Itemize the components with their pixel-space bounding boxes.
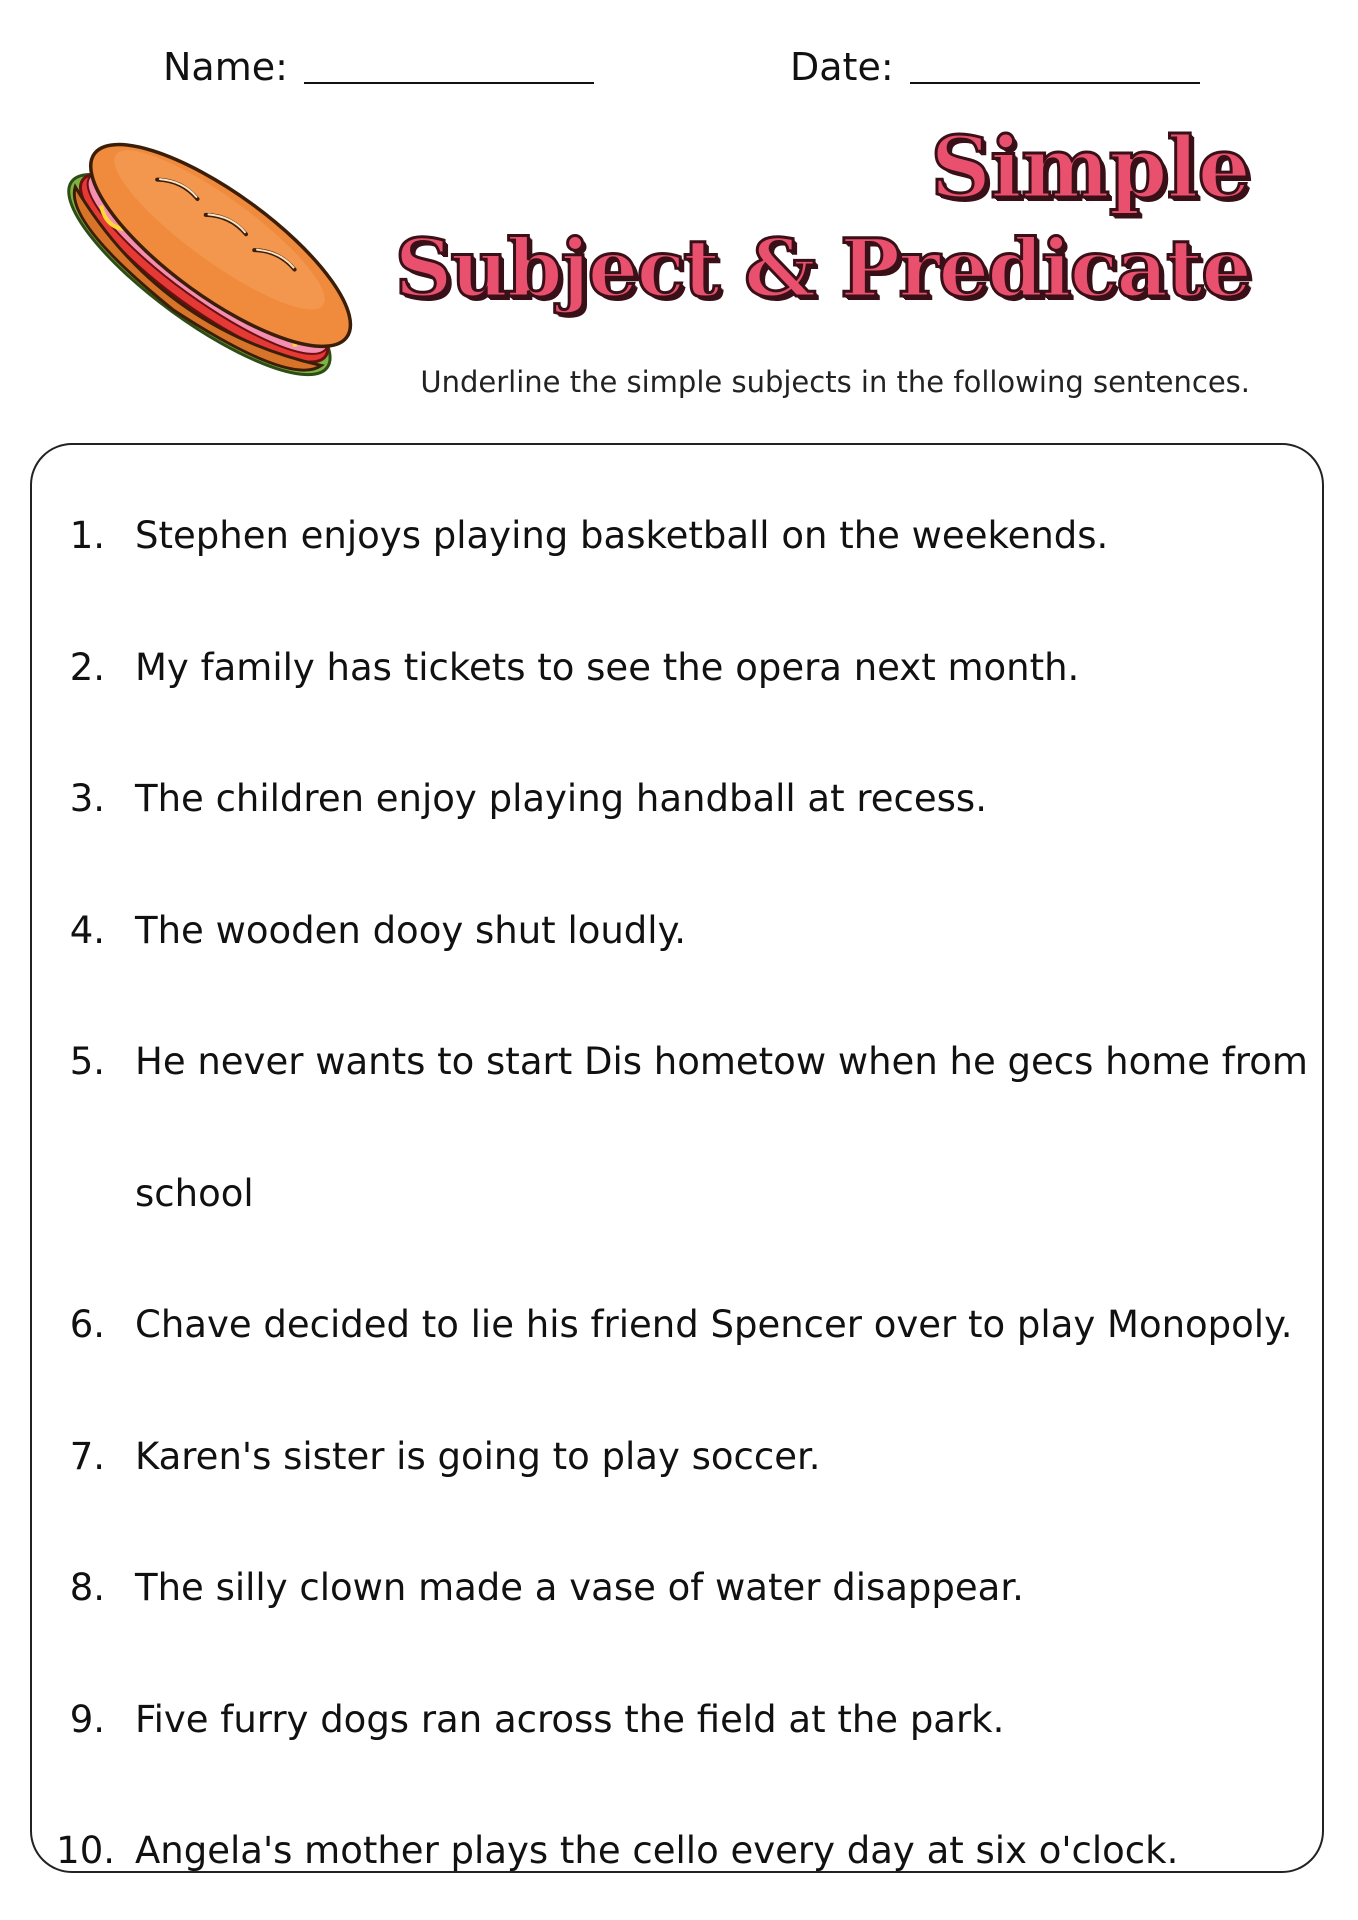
name-label: Name: xyxy=(163,45,288,89)
question-box xyxy=(30,443,1324,1873)
question-number: 10. xyxy=(56,1829,115,1872)
instructions: Underline the simple subjects in the following sentences. xyxy=(420,365,1250,399)
name-blank-line[interactable] xyxy=(304,82,594,84)
question-text[interactable]: Angela's mother plays the cello every day at six o'clock. xyxy=(135,1829,1179,1872)
question-item xyxy=(32,996,1322,1128)
question-item xyxy=(32,1259,1322,1391)
question-item xyxy=(32,1785,1322,1917)
question-continuation[interactable]: school xyxy=(135,1171,254,1215)
question-list xyxy=(32,470,1322,1917)
date-blank-line[interactable] xyxy=(910,82,1200,84)
title-line-1: Simple xyxy=(930,118,1250,217)
question-item xyxy=(32,865,1322,997)
question-number: 8. xyxy=(69,1566,105,1609)
question-number: 2. xyxy=(69,645,105,689)
name-field[interactable] xyxy=(163,42,594,92)
question-item xyxy=(32,1391,1322,1523)
question-number: 5. xyxy=(69,1040,105,1083)
question-text[interactable]: Chave decided to lie his friend Spencer over to play Monopoly. xyxy=(135,1303,1293,1346)
date-label: Date: xyxy=(790,45,894,89)
question-number: 6. xyxy=(69,1303,105,1346)
question-number: 9. xyxy=(69,1697,105,1741)
question-text[interactable]: The silly clown made a vase of water disappear. xyxy=(135,1566,1024,1609)
question-text[interactable]: Stephen enjoys playing basketball on the weekends. xyxy=(135,514,1109,557)
question-text[interactable]: Five furry dogs ran across the field at the park. xyxy=(135,1697,1005,1741)
question-number: 3. xyxy=(69,777,105,820)
question-item xyxy=(32,733,1322,865)
question-item xyxy=(32,1522,1322,1654)
question-text[interactable]: The wooden dooy shut loudly. xyxy=(135,908,686,952)
question-text[interactable]: My family has tickets to see the opera next month. xyxy=(135,645,1080,689)
question-number: 1. xyxy=(69,514,105,557)
date-field[interactable] xyxy=(790,42,1200,92)
title-line-2: Subject & Predicate xyxy=(394,221,1250,315)
question-item xyxy=(32,1654,1322,1786)
question-item xyxy=(32,602,1322,734)
sandwich-icon xyxy=(50,130,370,390)
question-text[interactable]: Karen's sister is going to play soccer. xyxy=(135,1434,821,1478)
question-number: 7. xyxy=(69,1434,105,1478)
question-item xyxy=(32,470,1322,602)
question-text[interactable]: He never wants to start Dis hometow when he gecs home from xyxy=(135,1040,1308,1083)
question-text[interactable]: The children enjoy playing handball at recess. xyxy=(135,777,987,820)
question-number: 4. xyxy=(69,908,105,952)
